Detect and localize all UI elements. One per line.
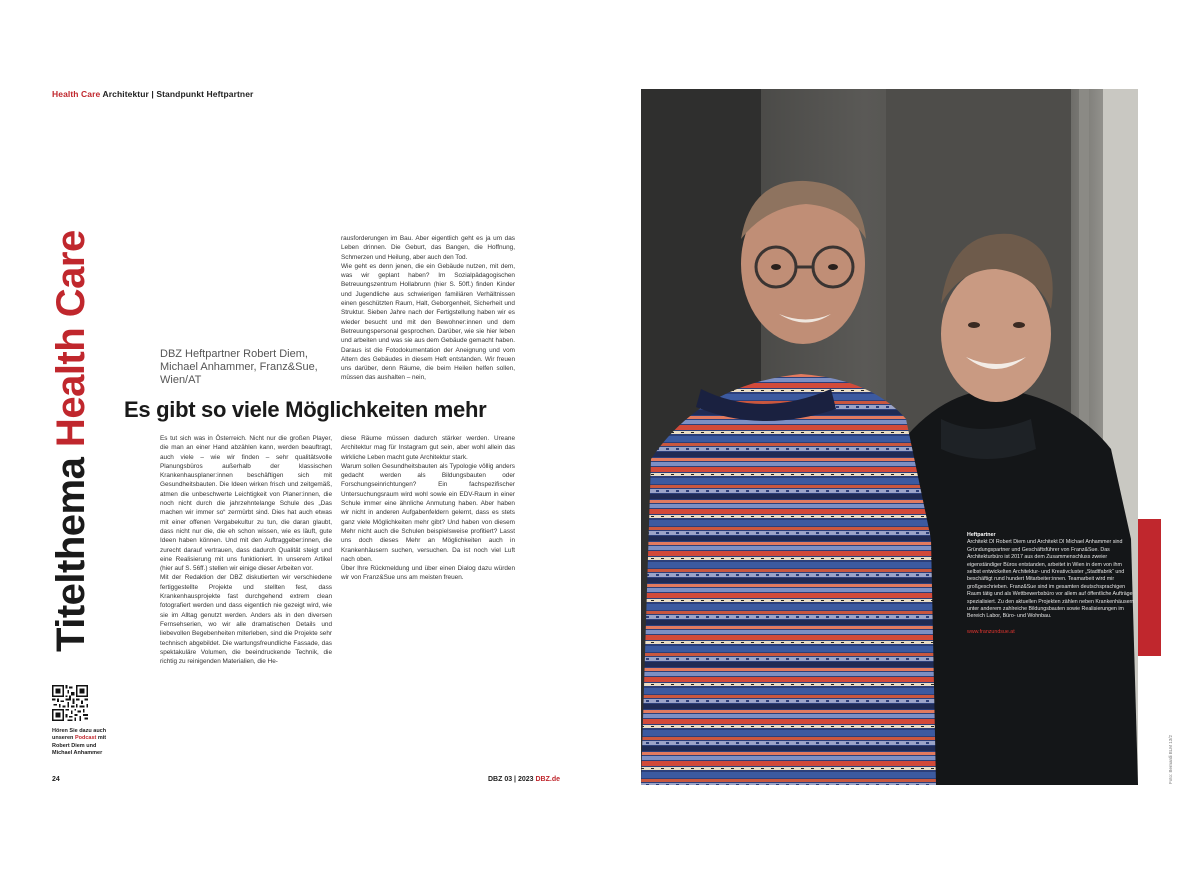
- article-headline: Es gibt so viele Möglichkeiten mehr: [124, 397, 487, 422]
- podcast-note: [52, 728, 112, 757]
- issue-label: DBZ 03 | 2023: [488, 776, 536, 783]
- text-column-right: [341, 434, 515, 583]
- paragraph: Warum sollen Gesundheitsbauten als Typologie völlig anders gedacht werden als Bildungsbauten oder Forschungseinrichtungen? Ein fachspezifischer Untersuchungsraum wird wohl sowie ein EDV-Raum in einer Schule immer eine ähnliche Anmutung haben. Aber haben wir nicht in anderen Aufgabenfeldern gelernt, dass es stets ganz viele Möglichkeiten mehr gibt? Und haben von diesem Mehr nicht auch die Schulen beispielsweise profitiert? Lasst uns doch dieses Mehr an Möglichkeiten auch in Krankenhäusern suchen, versuchen. Da ist noch viel Luft nach oben.: [341, 462, 515, 563]
- vertical-title-part2: Health Care: [49, 230, 93, 448]
- paragraph: rausforderungen im Bau. Aber eigentlich geht es ja um das Leben drinnen. Die Geburt, das Bangen, die Hoffnung, Schmerzen und Heilung, aber auch den Tod.: [341, 235, 515, 261]
- header-section: Health Care: [52, 89, 101, 99]
- section-header: [52, 89, 253, 99]
- article-kicker: DBZ Heftpartner Robert Diem, Michael Anhammer, Franz&Sue, Wien/AT: [160, 348, 318, 386]
- caption-body: Architekt DI Robert Diem und Architekt DI Michael Anhammer sind Gründungspartner und Geschäftsführer von Franz&Sue. Das Architekturbüro ist 2017 aus dem Zusammenschluss zweier eigenständiger Büros entstanden, arbeitet in Wien in dem von ihm selbst entwickelten Architektur- und Kreativcluster „Stadtfabrik“ und beschäftigt rund hundert Mitarbeiter:innen. Teamarbeit wird mir großgeschrieben. Franz&Sue sind im gesamten deutschsprachigen Raum tätig und als Wettbewerbsbüro vor allem auf öffentliche Aufträge spezialisiert. Zu den aktuellen Projekten zählen neben Krankenhäusern unter anderem zahlreiche Bildungsbauten sowie Realisierungen im Bereich Labor, Büro- und Wohnbau.: [967, 539, 1135, 620]
- website-link[interactable]: DBZ.de: [535, 776, 560, 783]
- photo-caption: [967, 532, 1135, 636]
- red-marker-tab: [1138, 519, 1161, 656]
- page-number: 24: [52, 776, 60, 783]
- qr-code-icon[interactable]: [52, 685, 88, 721]
- paragraph: Mit der Redaktion der DBZ diskutierten wir verschiedene fertiggestellte Projekte und stellten fest, dass Krankenhausprojekte fast durchgehend extrem clean fotografiert werden und dass eigentlich nie gezeigt wird, wie sie im Alltag genutzt werden. Anders als in den diversen Fernsehserien, wo wir alle dramatischen Details und liebevollen Begebenheiten miterleben, sind die Projekte sehr technisch abgebildet. Die wartungsfreundliche Fassade, das spektakuläre Volumen, die beeindruckende Technik, die richtig zu reinigenden Materialien, die He-: [160, 574, 332, 666]
- caption-link[interactable]: www.franzundsue.at: [967, 628, 1015, 635]
- paragraph: Wie geht es denn jenen, die ein Gebäude nutzen, mit dem, was wir geplant haben? Im Sozialpädagogischen Betreuungszentrum Hollabrunn (hier S. 50ff.) finden Kinder und Jugendliche aus schwierigen familiären Verhältnissen einen geschützten Raum, Halt, Geborgenheit, Sicherheit und Struktur. Sieben Jahre nach der Fertigstellung haben wir es wieder besucht und mit den Bewohner:innen und dem Betreuungspersonal gesprochen. Darüber, wie sie hier leben und arbeiten und was sie aus dem Gebäude gemacht haben. Daraus ist die Fotodokumentation der Aneignung und vom Altern des Gebäudes in diesem Heft entstanden. Wir freuen uns darüber, denn Räume, die beim Heilen helfen sollen, müssen das aushalten – nein,: [341, 262, 515, 382]
- paragraph: diese Räume müssen dadurch stärker werden. Ureane Architektur mag für Instagram gut sein, aber wohl allein das wirkliche Leben macht gute Architektur stark.: [341, 435, 515, 461]
- text-column-left: [160, 434, 332, 666]
- podcast-link[interactable]: Podcast: [74, 735, 97, 742]
- text-column-top: [341, 234, 515, 383]
- paragraph: Über Ihre Rückmeldung und über einen Dialog dazu würden wir von Franz&Sue uns am meisten freuen.: [341, 565, 515, 582]
- paragraph: Es tut sich was in Österreich. Nicht nur die großen Player, die man an einer Hand abzählen kann, werden beauftragt, auch viele – wie wir finden – sehr qualitätsvolle Planungsbüros außerhalb der klassischen Krankenhausplaner:innen beschäftigen sich mit Gesundheitsbauten. Die Ideen wirken frisch und zeitgemäß, atmen die unbeschwerte Leichtigkeit von Planer:innen, die noch nicht durch die jahrzehntelange Schule des „Das machen wir immer so“ zermürbt sind. Dies hat auch etwas mit einer offenen Vergabekultur zu tun, die daran glaubt, dass nicht nur die, die eh schon wissen, wie es läuft, gute Ideen haben können. Und mit den Auftraggeber:innen, die zurecht darauf vertrauen, dass dadurch Qualität steigt und eine Realisierung mit uns funktioniert. In unserem Artikel (hier auf S. 56ff.) stellen wir einige dieser Arbeiten vor.: [160, 435, 332, 573]
- podcast-text: Hören Sie dazu auch unseren: [52, 728, 107, 742]
- photo-credit: Foto: Bernardi BLM 13/2: [1168, 734, 1173, 784]
- portrait-photo: [641, 89, 1138, 785]
- footer-issue: [488, 776, 560, 783]
- podcast-text-2: mit Robert Diem und Michael Anhammer: [52, 735, 107, 756]
- header-rest: Architektur | Standpunkt Heftpartner: [100, 89, 254, 99]
- caption-title: Heftpartner: [967, 532, 996, 538]
- vertical-title: [48, 230, 94, 652]
- vertical-title-part1: Titelthema: [49, 447, 93, 652]
